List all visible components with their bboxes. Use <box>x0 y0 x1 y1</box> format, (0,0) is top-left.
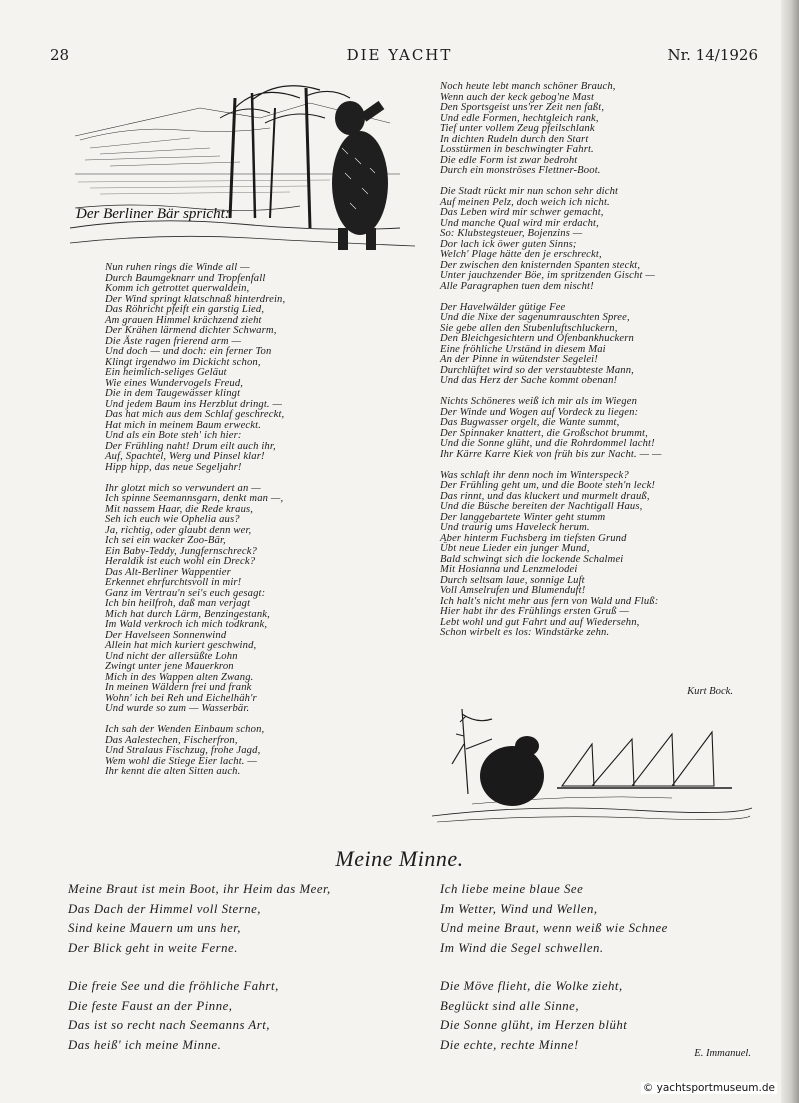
poem-line: Die Äste ragen frierend arm — <box>105 335 242 347</box>
stanza <box>105 263 345 473</box>
poem-line: Ich sah der Wenden Einbaum schon, <box>105 724 265 735</box>
poem-line: Der Havelseen Sonnenwind <box>105 629 227 641</box>
poem-line: Und Stralaus Fischzug, frohe Jagd, <box>105 745 261 756</box>
poem-line: Der Spinnaker knattert, die Großschot brummt, <box>440 427 648 439</box>
poem-line: Noch heute lebt manch schöner Brauch, <box>440 81 616 92</box>
stanza <box>440 303 740 387</box>
poem-line: Seh ich euch wie Ophelia aus? <box>105 514 240 525</box>
poem1-author: Kurt Bock. <box>687 686 733 697</box>
poem-line: Mit nassem Haar, die Rede kraus, <box>105 503 254 515</box>
poem-line: Bald schwingt sich die lockende Schalmei <box>440 553 624 565</box>
poem-line: Der Wind springt klatschnaß hinterdrein, <box>105 293 286 305</box>
poem-line: Im Wetter, Wind und Wellen, <box>440 901 598 916</box>
stanza <box>440 187 740 292</box>
page-header <box>0 46 799 66</box>
stanza <box>105 484 345 715</box>
stanza <box>440 82 740 177</box>
poem-line: Und die Sonne glüht, und die Rohrdommel lacht! <box>440 438 655 449</box>
poem-line: Mit Hosianna und Lenzmelodei <box>440 564 578 575</box>
poem-line: Und nicht der allersüßte Lohn <box>105 650 238 662</box>
book-spine-shadow <box>781 0 799 1103</box>
poem-line: Ich halt's nicht mehr aus fern von Wald und Fluß: <box>440 595 659 607</box>
stanza <box>105 725 345 778</box>
poem-line: Alle Paragraphen tuen dem nischt! <box>440 280 594 292</box>
poem-line: Den Sportsgeist uns'rer Zeit nen faßt, <box>440 102 605 113</box>
poem-line: Sie gebe allen den Stubenluftschluckern, <box>440 322 618 334</box>
poem-line: Hipp hipp, das neue Segeljahr! <box>105 461 242 473</box>
poem2-left-column <box>68 880 408 1074</box>
poem-line: Der Frühling geht um, und die Boote steh'n leck! <box>440 480 656 491</box>
issue-number: Nr. 14/1926 <box>667 46 758 64</box>
berlin-bear-illustration <box>70 78 420 256</box>
poem-line: Voll Amselrufen und Blumenduft! <box>440 585 586 596</box>
poem-line: Sind keine Mauern um uns her, <box>68 921 242 936</box>
poem-line: Den Bleichgesichtern und Ofenbankhuckern <box>440 333 634 344</box>
poem-line: Wohn' ich bei Reh und Eichelhäh'r <box>105 692 257 704</box>
poem-line: Unter jauchzender Böe, im spritzenden Gischt — <box>440 270 655 281</box>
poem-line: Heraldik ist euch wohl ein Dreck? <box>105 556 256 567</box>
journal-title: DIE YACHT <box>346 46 453 64</box>
poem-line: Was schlaft ihr denn noch im Winterspeck? <box>440 469 629 481</box>
poem-line: Ich spinne Seemannsgarn, denkt man —, <box>105 493 284 504</box>
poem-line: Am grauen Himmel krächzend zieht <box>105 314 262 326</box>
poem-line: Und traurig ums Haveleck herum. <box>440 522 590 533</box>
poem-line: Das heiß' ich meine Minne. <box>68 1037 222 1052</box>
poem-line: Das Alt-Berliner Wappentier <box>105 566 231 578</box>
poem-line: An der Pinne in wütendster Segelei! <box>440 354 598 365</box>
stanza <box>68 880 408 959</box>
poem-line: Der langgebartete Winter geht stumm <box>440 511 606 523</box>
poem-line: Ein heimlich-seliges Geläut <box>105 367 227 378</box>
poem-line: Mich in des Wappen alten Zwang. <box>105 671 254 683</box>
poem-line: Die Möve flieht, die Wolke zieht, <box>440 978 623 993</box>
poem-line: Allein hat mich kuriert geschwind, <box>105 640 257 651</box>
poem-line: Wie eines Wundervogels Freud, <box>105 377 244 389</box>
stanza <box>440 397 740 460</box>
poem-line: Ihr Kärre Karre Kiek von früh bis zur Nacht. — — <box>440 448 662 460</box>
poem-line: Nun ruhen rings die Winde all — <box>105 262 250 273</box>
poem-line: Die Stadt rückt mir nun schon sehr dicht <box>440 186 619 197</box>
poem-line: Das ist so recht nach Seemanns Art, <box>68 1018 270 1033</box>
poem-line: Und als ein Bote steh' ich hier: <box>105 430 242 441</box>
poem-line: Komm ich getrottet querwaldein, <box>105 283 250 294</box>
poem-line: Auf meinen Pelz, doch weich ich nicht. <box>440 196 610 208</box>
poem-line: Und manche Qual wird mir erdacht, <box>440 217 599 229</box>
poem-line: Meine Braut ist mein Boot, ihr Heim das Meer, <box>68 882 331 896</box>
poem-line: So: Klubstegsteuer, Bojenzins — <box>440 228 583 239</box>
poem-line: Klingt irgendwo im Dickicht schon, <box>105 356 261 368</box>
poem-line: Losstürmen in beschwingter Fahrt. <box>440 144 594 155</box>
poem-line: Durch Baumgeknarr und Tropfenfall <box>105 272 266 284</box>
poem-line: Das rinnt, und das kluckert und murmelt drauß, <box>440 490 650 502</box>
poem-line: Durchlüftet wird so der verstaubteste Mann, <box>440 364 634 376</box>
poem-line: Mich hat durch Lärm, Benzingestank, <box>105 608 270 620</box>
poem-line: Ja, richtig, oder glaubt denn wer, <box>105 524 252 536</box>
stanza <box>440 977 770 1056</box>
poem-line: Durch seltsam laue, sonnige Luft <box>440 574 585 586</box>
poem-line: Das Röhricht pfeift ein garstig Lied, <box>105 304 265 315</box>
stanza <box>440 880 770 959</box>
copyright-watermark: © yachtsportmuseum.de <box>642 1082 775 1094</box>
poem-line: Der Frühling naht! Drum eilt auch ihr, <box>105 440 276 452</box>
poem-line: Der Havelwälder gütige Fee <box>440 301 566 313</box>
poem-line: Ihr glotzt mich so verwundert an — <box>105 482 261 494</box>
poem-line: Die edle Form ist zwar bedroht <box>440 154 578 166</box>
poem-line: Zwingt unter jene Mauerkron <box>105 661 234 672</box>
poem-line: Ein Baby-Teddy, Jungfernschreck? <box>105 545 257 557</box>
poem-line: Ganz im Vertrau'n sei's euch gesagt: <box>105 587 266 599</box>
poem-line: Wenn auch der keck gebog'ne Mast <box>440 91 595 103</box>
poem2-author: E. Immanuel. <box>694 1048 751 1059</box>
poem-line: Ihr kennt die alten Sitten auch. <box>105 766 241 777</box>
poem-line: Ich liebe meine blaue See <box>440 882 584 896</box>
poem-line: Auf, Spachtel, Werg und Pinsel klar! <box>105 451 265 462</box>
poem-line: Die feste Faust an der Pinne, <box>68 998 233 1013</box>
poem-line: Nichts Schöneres weiß ich mir als im Wiegen <box>440 396 638 407</box>
poem-line: Wem wohl die Stiege Eier lacht. — <box>105 755 257 767</box>
poem-line: Das Aalestechen, Fischerfron, <box>105 734 238 746</box>
poem-line: Die freie See und die fröhliche Fahrt, <box>68 978 279 993</box>
poem-line: Die in dem Taugewässer klingt <box>105 388 241 399</box>
stanza <box>440 471 740 639</box>
poem-line: Lebt wohl und gut Fahrt und auf Wiedersehn, <box>440 616 640 628</box>
poem-line: Und das Herz der Sache kommt obenan! <box>440 375 618 386</box>
page-number: 28 <box>50 46 70 64</box>
poem-line: Ich bin heilfroh, daß man verjagt <box>105 598 251 609</box>
poem-left-column <box>105 263 345 788</box>
poem-line: Und wurde so zum — Wasserbär. <box>105 703 250 714</box>
poem-line: Und jedem Baum ins Herzblut dringt. — <box>105 398 283 410</box>
poem-line: Und edle Formen, hechtgleich rank, <box>440 112 599 124</box>
poem-line: Aber hinterm Fuchsberg im tiefsten Grund <box>440 532 627 544</box>
poem-line: Dor lach ick öwer guten Sinns; <box>440 238 577 250</box>
boats-illustration <box>432 704 754 826</box>
poem-line: Ich sei ein wacker Zoo-Bär, <box>105 535 226 546</box>
poem-line: In meinen Wäldern frei und frank <box>105 682 252 693</box>
poem2-title: Meine Minne. <box>335 846 464 871</box>
poem-line: Das Bugwasser orgelt, die Wante summt, <box>440 417 620 428</box>
poem-line: Eine fröhliche Urständ in diesem Mai <box>440 343 606 355</box>
poem-line: Beglückt sind alle Sinne, <box>440 998 580 1013</box>
poem-line: Hier habt ihr des Frühlings ersten Gruß — <box>440 606 629 617</box>
poem-line: Das Leben wird mir schwer gemacht, <box>440 207 604 218</box>
poem-line: Erkennet ehrfurchtsvoll in mir! <box>105 577 242 588</box>
poem-line: Der Krähen lärmend dichter Schwarm, <box>105 325 277 336</box>
poem-line: Schon wirbelt es los: Windstärke zehn. <box>440 627 610 638</box>
poem-line: Welch' Plage hätte den je erschreckt, <box>440 249 602 260</box>
poem-line: Das Dach der Himmel voll Sterne, <box>68 901 261 916</box>
poem-line: Übt neue Lieder ein junger Mund, <box>440 543 590 554</box>
poem-line: Hat mich in meinem Baum erweckt. <box>105 419 262 431</box>
poem-line: Durch ein monströses Flettner-Boot. <box>440 165 601 176</box>
poem-line: Und die Büsche bereiten der Nachtigall Haus, <box>440 501 643 512</box>
poem-line: In dichten Rudeln durch den Start <box>440 133 589 145</box>
illustration-caption: Der Berliner Bär spricht: <box>76 206 230 222</box>
poem-line: Und doch — und doch: ein ferner Ton <box>105 346 272 357</box>
poem-line: Und meine Braut, wenn weiß wie Schnee <box>440 921 668 936</box>
poem-line: Der zwischen den knisternden Spanten steckt, <box>440 259 641 271</box>
poem-line: Der Winde und Wogen auf Vordeck zu liegen: <box>440 406 639 418</box>
stanza <box>68 977 408 1056</box>
poem-line: Im Wind die Segel schwellen. <box>440 941 604 956</box>
poem-line: Die echte, rechte Minne! <box>440 1037 579 1052</box>
poem2-right-column <box>440 880 770 1074</box>
poem-line: Die Sonne glüht, im Herzen blüht <box>440 1018 628 1033</box>
poem-line: Im Wald verkroch ich mich todkrank, <box>105 619 268 630</box>
poem-line: Und die Nixe der sagenumrauschten Spree, <box>440 312 630 323</box>
poem-line: Der Blick geht in weite Ferne. <box>68 941 238 956</box>
poem-right-column <box>440 82 740 649</box>
poem-line: Das hat mich aus dem Schlaf geschreckt, <box>105 409 285 420</box>
poem-line: Tief unter vollem Zeug pfeilschlank <box>440 123 595 134</box>
